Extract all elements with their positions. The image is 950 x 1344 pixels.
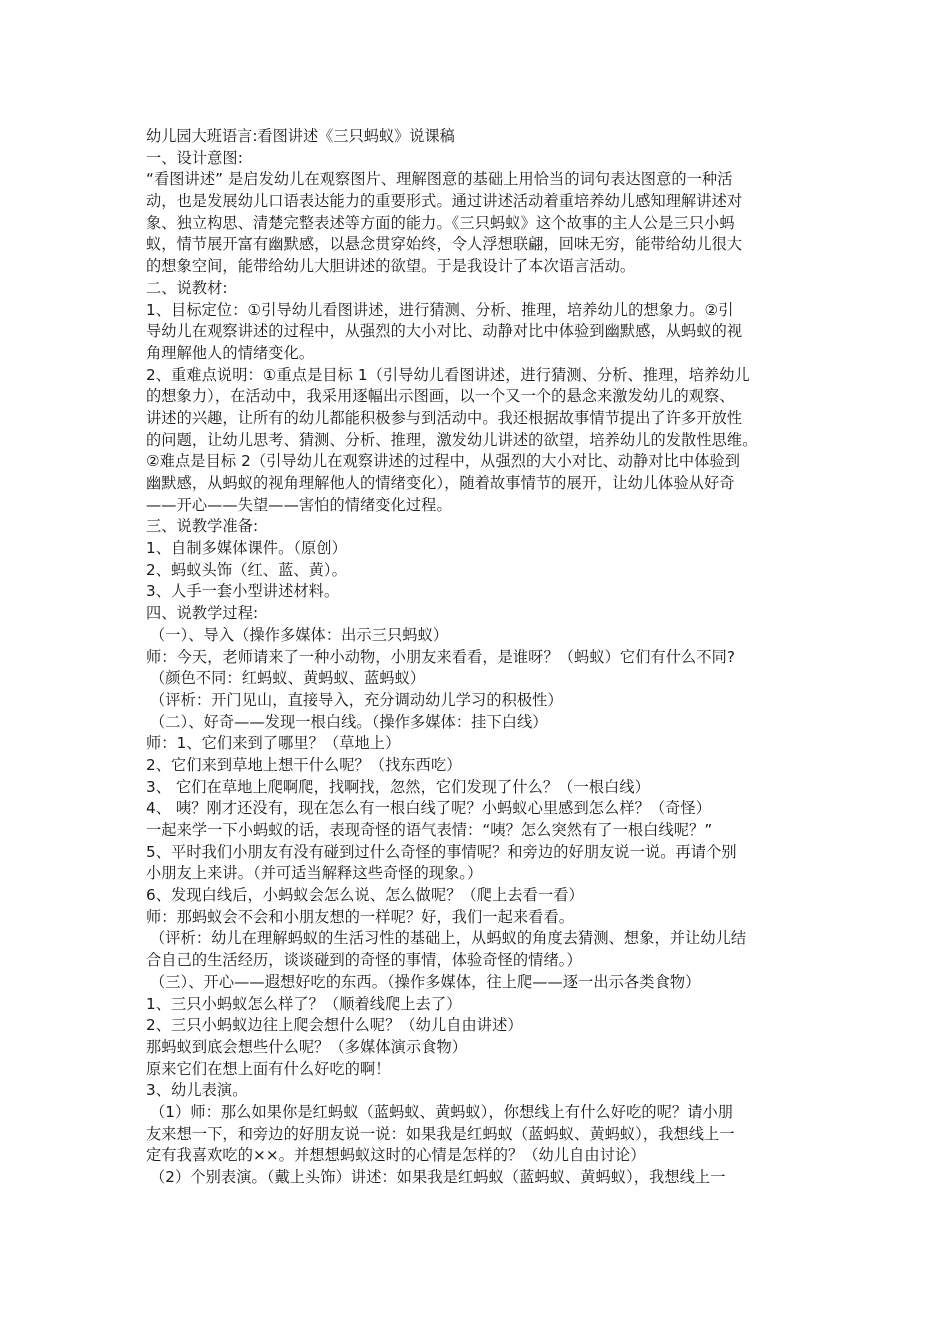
text-line: 2、蚂蚁头饰（红、蓝、黄）。 bbox=[146, 560, 347, 579]
text-line: 1、自制多媒体课件。（原创） bbox=[146, 539, 347, 558]
text-line: 角理解他人的情绪变化。 bbox=[146, 343, 315, 362]
text-line: 的想象空间，能带给幼儿大胆讲述的欲望。于是我设计了本次语言活动。 bbox=[146, 257, 636, 276]
text-line: 象、独立构思、清楚完整表述等方面的能力。《三只蚂蚁》这个故事的主人公是三只小蚂 bbox=[146, 213, 735, 232]
text-line: （评析：幼儿在理解蚂蚁的生活习性的基础上，从蚂蚁的角度去猜测、想象，并让幼儿结 bbox=[150, 929, 747, 948]
section-heading: 四、说教学过程: bbox=[146, 604, 259, 623]
section-heading: 三、说教学准备: bbox=[146, 517, 259, 536]
text-line: 2、它们来到草地上想干什么呢？（找东西吃） bbox=[146, 755, 462, 774]
text-line: 讲述的兴趣，让所有的幼儿都能积极参与到活动中。我还根据故事情节提出了许多开放性 bbox=[146, 408, 743, 427]
text-line: 师：那蚂蚁会不会和小朋友想的一样呢？好，我们一起来看看。 bbox=[146, 907, 575, 926]
text-line: 3、 它们在草地上爬啊爬，找啊找，忽然，它们发现了什么？（一根白线） bbox=[146, 777, 650, 796]
text-line: 一起来学一下小蚂蚁的话，表现奇怪的语气表情：“咦？怎么突然有了一根白线呢？” bbox=[146, 821, 713, 839]
text-line: 6、发现白线后，小蚂蚁会怎么说、怎么做呢？（爬上去看一看） bbox=[146, 886, 584, 905]
text-line: 的想象力），在活动中，我采用逐幅出示图画，以一个又一个的悬念来激发幼儿的观察、 bbox=[146, 387, 735, 406]
document-body bbox=[146, 126, 816, 1189]
text-line: 师：今天，老师请来了一种小动物，小朋友来看看，是谁呀？（蚂蚁）它们有什么不同? bbox=[146, 647, 736, 666]
text-line: 3、幼儿表演。 bbox=[146, 1081, 248, 1100]
text-line: （一）、导入（操作多媒体：出示三只蚂蚁） bbox=[150, 625, 449, 644]
text-line: 动，也是发展幼儿口语表达能力的重要形式。通过讲述活动着重培养幼儿感知理解讲述对 bbox=[146, 192, 743, 211]
text-line: 原来它们在想上面有什么好吃的啊！ bbox=[146, 1059, 391, 1078]
text-line: 导幼儿在观察讲述的过程中，从强烈的大小对比、动静对比中体验到幽默感，从蚂蚁的视 bbox=[146, 322, 743, 341]
section-heading: 一、设计意图: bbox=[146, 148, 243, 167]
text-line: 合自己的生活经历，谈谈碰到的奇怪的事情，体验奇怪的情绪。） bbox=[146, 951, 582, 970]
text-line: （颜色不同：红蚂蚁、黄蚂蚁、蓝蚂蚁） bbox=[150, 669, 426, 688]
text-line: （1）师：那么如果你是红蚂蚁（蓝蚂蚁、黄蚂蚁），你想线上有什么好吃的呢？请小朋 bbox=[150, 1102, 734, 1121]
text-line: 4、 咦？刚才还没有，现在怎么有一根白线了呢？小蚂蚁心里感到怎么样？（奇怪） bbox=[146, 799, 712, 818]
text-line: （评析：开门见山，直接导入，充分调动幼儿学习的积极性） bbox=[150, 690, 563, 709]
text-line: 蚁，情节展开富有幽默感，以悬念贯穿始终，令人浮想联翩，回味无穷，能带给幼儿很大 bbox=[146, 235, 743, 254]
text-line: 幽默感，从蚂蚁的视角理解他人的情绪变化），随着故事情节的展开，让幼儿体验从好奇 bbox=[146, 474, 735, 492]
text-line: 友来想一下，和旁边的好朋友说一说：如果我是红蚂蚁（蓝蚂蚁、黄蚂蚁），我想线上一 bbox=[146, 1124, 735, 1143]
text-line: ——开心——失望——害怕的情绪变化过程。 bbox=[146, 495, 452, 514]
text-line: ②难点是目标 2（引导幼儿在观察讲述的过程中，从强烈的大小对比、动静对比中体验到 bbox=[146, 452, 741, 471]
text-line: 2、三只小蚂蚁边往上爬会想什么呢？（幼儿自由讲述） bbox=[146, 1016, 523, 1035]
text-line: 5、平时我们小朋友有没有碰到过什么奇怪的事情呢？和旁边的好朋友说一说。再请个别 bbox=[146, 842, 737, 861]
text-line: 的问题，让幼儿思考、猜测、分析、推理，激发幼儿讲述的欲望，培养幼儿的发散性思维。 bbox=[146, 430, 758, 449]
text-line: 定有我喜欢吃的××。并想想蚂蚁这时的心情是怎样的？（幼儿自由讨论） bbox=[146, 1146, 646, 1165]
text-line: （三）、开心——遐想好吃的东西。（操作多媒体，往上爬——逐一出示各类食物） bbox=[150, 972, 701, 991]
text-line: 师：1、它们来到了哪里？（草地上） bbox=[146, 734, 401, 753]
text-line: 小朋友上来讲。（并可适当解释这些奇怪的现象。） bbox=[146, 864, 483, 883]
section-heading: 二、说教材: bbox=[146, 278, 228, 297]
text-line: 3、人手一套小型讲述材料。 bbox=[146, 582, 340, 601]
text-line: 2、重难点说明：①重点是目标 1（引导幼儿看图讲述，进行猜测、分析、推理，培养幼儿 bbox=[146, 365, 750, 384]
text-line: 那蚂蚁到底会想些什么呢？（多媒体演示食物） bbox=[146, 1037, 468, 1056]
text-line: “看图讲述” 是启发幼儿在观察图片、理解图意的基础上用恰当的词句表达图意的一种活 bbox=[146, 170, 733, 189]
text-line: 1、目标定位：①引导幼儿看图讲述，进行猜测、分析、推理，培养幼儿的想象力。②引 bbox=[146, 300, 734, 319]
text-line: （二）、好奇——发现一根白线。（操作多媒体：挂下白线） bbox=[150, 712, 548, 731]
text-line: （2）个别表演。（戴上头饰）讲述：如果我是红蚂蚁（蓝蚂蚁、黄蚂蚁），我想线上一 bbox=[150, 1168, 726, 1186]
text-line: 1、三只小蚂蚁怎么样了？（顺着线爬上去了） bbox=[146, 994, 462, 1013]
document-title: 幼儿园大班语言:看图讲述《三只蚂蚁》说课稿 bbox=[146, 127, 455, 145]
